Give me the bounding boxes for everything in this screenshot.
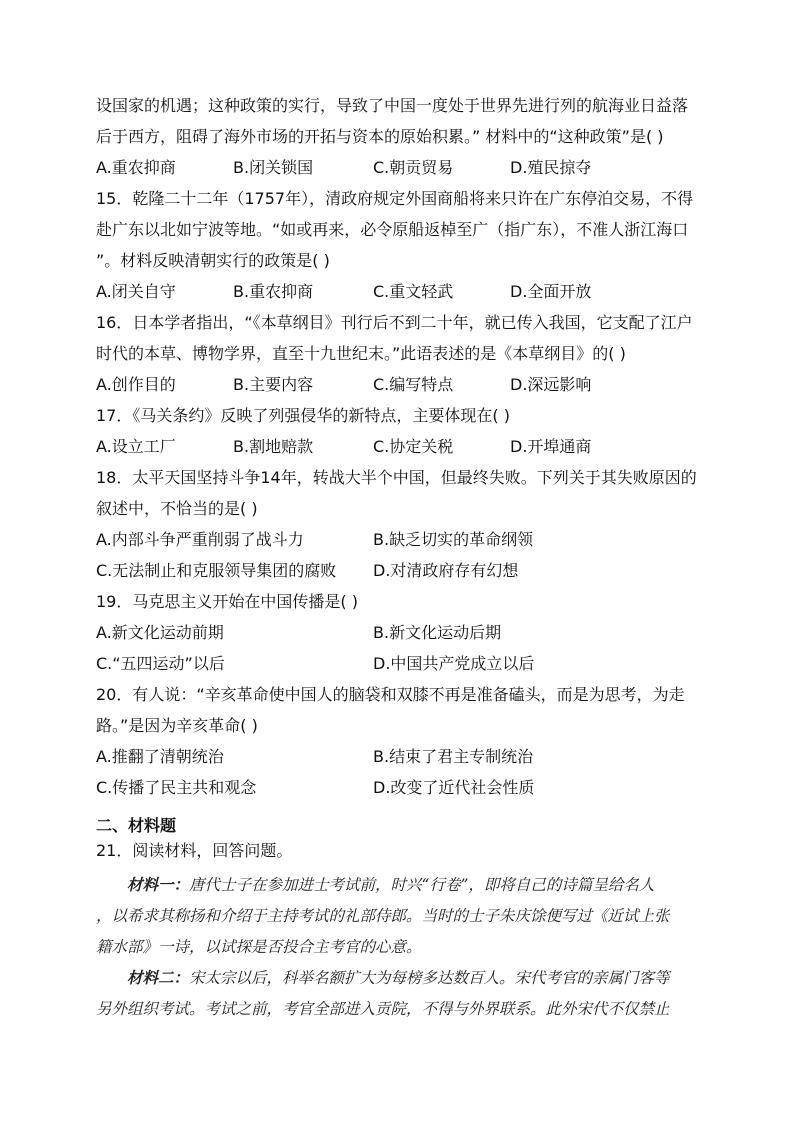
q18-option-c: C.无法制止和克服领导集团的腐败	[96, 561, 337, 580]
q16-option-d: D.深远影响	[510, 375, 592, 394]
q15-options	[96, 281, 706, 303]
q17-option-a: A.设立工厂	[96, 437, 176, 456]
q18-option-b: B.缺乏切实的革命纲领	[373, 530, 534, 549]
q20-stem-line-1: 20．有人说：“辛亥革命使中国人的脑袋和双膝不再是准备磕头，而是为思考，为走	[96, 685, 685, 704]
q18-stem-line-1: 18．太平天国坚持斗争14年，转战大半个中国，但最终失败。下列关于其失败原因的	[96, 468, 697, 487]
q15-stem-line-3: ”。材料反映清朝实行的政策是( )	[96, 251, 330, 270]
q19-stem-line-1: 19．马克思主义开始在中国传播是( )	[96, 592, 358, 611]
q16-option-c: C.编写特点	[373, 375, 454, 394]
q19-option-a: A.新文化运动前期	[96, 623, 224, 642]
q20-option-d: D.改变了近代社会性质	[373, 778, 535, 797]
q20-stem-line-2: 路。”是因为辛亥革命( )	[96, 716, 258, 735]
material-1-line-1	[96, 874, 706, 896]
q20-options-row-2	[96, 777, 706, 799]
material-2-line-2: 另外组织考试。考试之前，考官全部进入贡院，不得与外界联系。此外宋代不仅禁止	[96, 1000, 670, 1018]
q19-option-c: C.“五四运动”以后	[96, 654, 225, 673]
q19-option-b: B.新文化运动后期	[373, 623, 502, 642]
q18-stem-line-2: 叙述中，不恰当的是( )	[96, 499, 258, 518]
q16-options	[96, 374, 706, 396]
q15-option-c: C.重文轻武	[373, 282, 454, 301]
q17-option-b: B.割地赔款	[233, 437, 314, 456]
q18-option-d: D.对清政府存有幻想	[373, 561, 519, 580]
section-heading: 二、材料题	[96, 816, 177, 835]
q14-options	[96, 157, 706, 179]
q20-option-b: B.结束了君主专制统治	[373, 747, 534, 766]
q20-option-c: C.传播了民主共和观念	[96, 778, 257, 797]
q14-option-c: C.朝贡贸易	[373, 158, 454, 177]
q16-stem-line-1: 16．日本学者指出，“《本草纲目》刊行后不到二十年，就已传入我国，它支配了江户	[96, 313, 693, 332]
material-1-text-1: 唐代士子在参加进士考试前，时兴“行卷”，即将自己的诗篇呈给名人	[189, 876, 655, 894]
q15-option-d: D.全面开放	[510, 282, 592, 301]
material-2-text-1: 宋太宗以后，科举名额扩大为每榜多达数百人。宋代考官的亲属门客等	[189, 969, 670, 987]
q16-stem-line-2: 时代的本草、博物学界，直至十九世纪末。”此语表述的是《本草纲目》的( )	[96, 344, 626, 363]
q18-options-row-1	[96, 529, 706, 551]
q21-stem-line-1: 21．阅读材料，回答问题。	[96, 841, 293, 860]
q15-option-b: B.重农抑商	[233, 282, 314, 301]
q18-option-a: A.内部斗争严重削弱了战斗力	[96, 530, 304, 549]
material-1-line-3: 籍水部》一诗，以试探是否投合主考官的心意。	[96, 938, 422, 956]
q17-option-c: C.协定关税	[373, 437, 454, 456]
q19-options-row-1	[96, 622, 706, 644]
q20-option-a: A.推翻了清朝统治	[96, 747, 224, 766]
q14-stem-line-1: 设国家的机遇；这种政策的实行，导致了中国一度处于世界先进行列的航海业日益落	[96, 96, 689, 115]
q17-options	[96, 436, 706, 458]
material-1-label: 材料一：	[127, 875, 190, 894]
material-2-label: 材料二：	[127, 968, 190, 987]
q17-stem-line-1: 17．《马关条约》反映了列强侵华的新特点，主要体现在( )	[96, 406, 510, 425]
q19-option-d: D.中国共产党成立以后	[373, 654, 535, 673]
q14-option-a: A.重农抑商	[96, 158, 176, 177]
q15-stem-line-1: 15．乾隆二十二年（1757年），清政府规定外国商船将来只许在广东停泊交易，不得	[96, 189, 694, 208]
q20-options-row-1	[96, 746, 706, 768]
q15-stem-line-2: 赴广东以北如宁波等地。“如或再来，必令原船返棹至广（指广东），不准人浙江海口	[96, 220, 689, 239]
q16-option-b: B.主要内容	[233, 375, 314, 394]
q14-option-d: D.殖民掠夺	[510, 158, 592, 177]
q19-options-row-2	[96, 653, 706, 675]
q14-option-b: B.闭关锁国	[233, 158, 314, 177]
material-1-line-2: ，以希求其称扬和介绍于主持考试的礼部侍郎。当时的士子朱庆馀便写过《近试上张	[96, 907, 670, 925]
q15-option-a: A.闭关自守	[96, 282, 176, 301]
q17-option-d: D.开埠通商	[510, 437, 592, 456]
q18-options-row-2	[96, 560, 706, 582]
q14-stem-line-2: 后于西方，阻碍了海外市场的开拓与资本的原始积累。” 材料中的“这种政策”是( )	[96, 127, 664, 146]
material-2-line-1	[96, 967, 706, 989]
q16-option-a: A.创作目的	[96, 375, 176, 394]
